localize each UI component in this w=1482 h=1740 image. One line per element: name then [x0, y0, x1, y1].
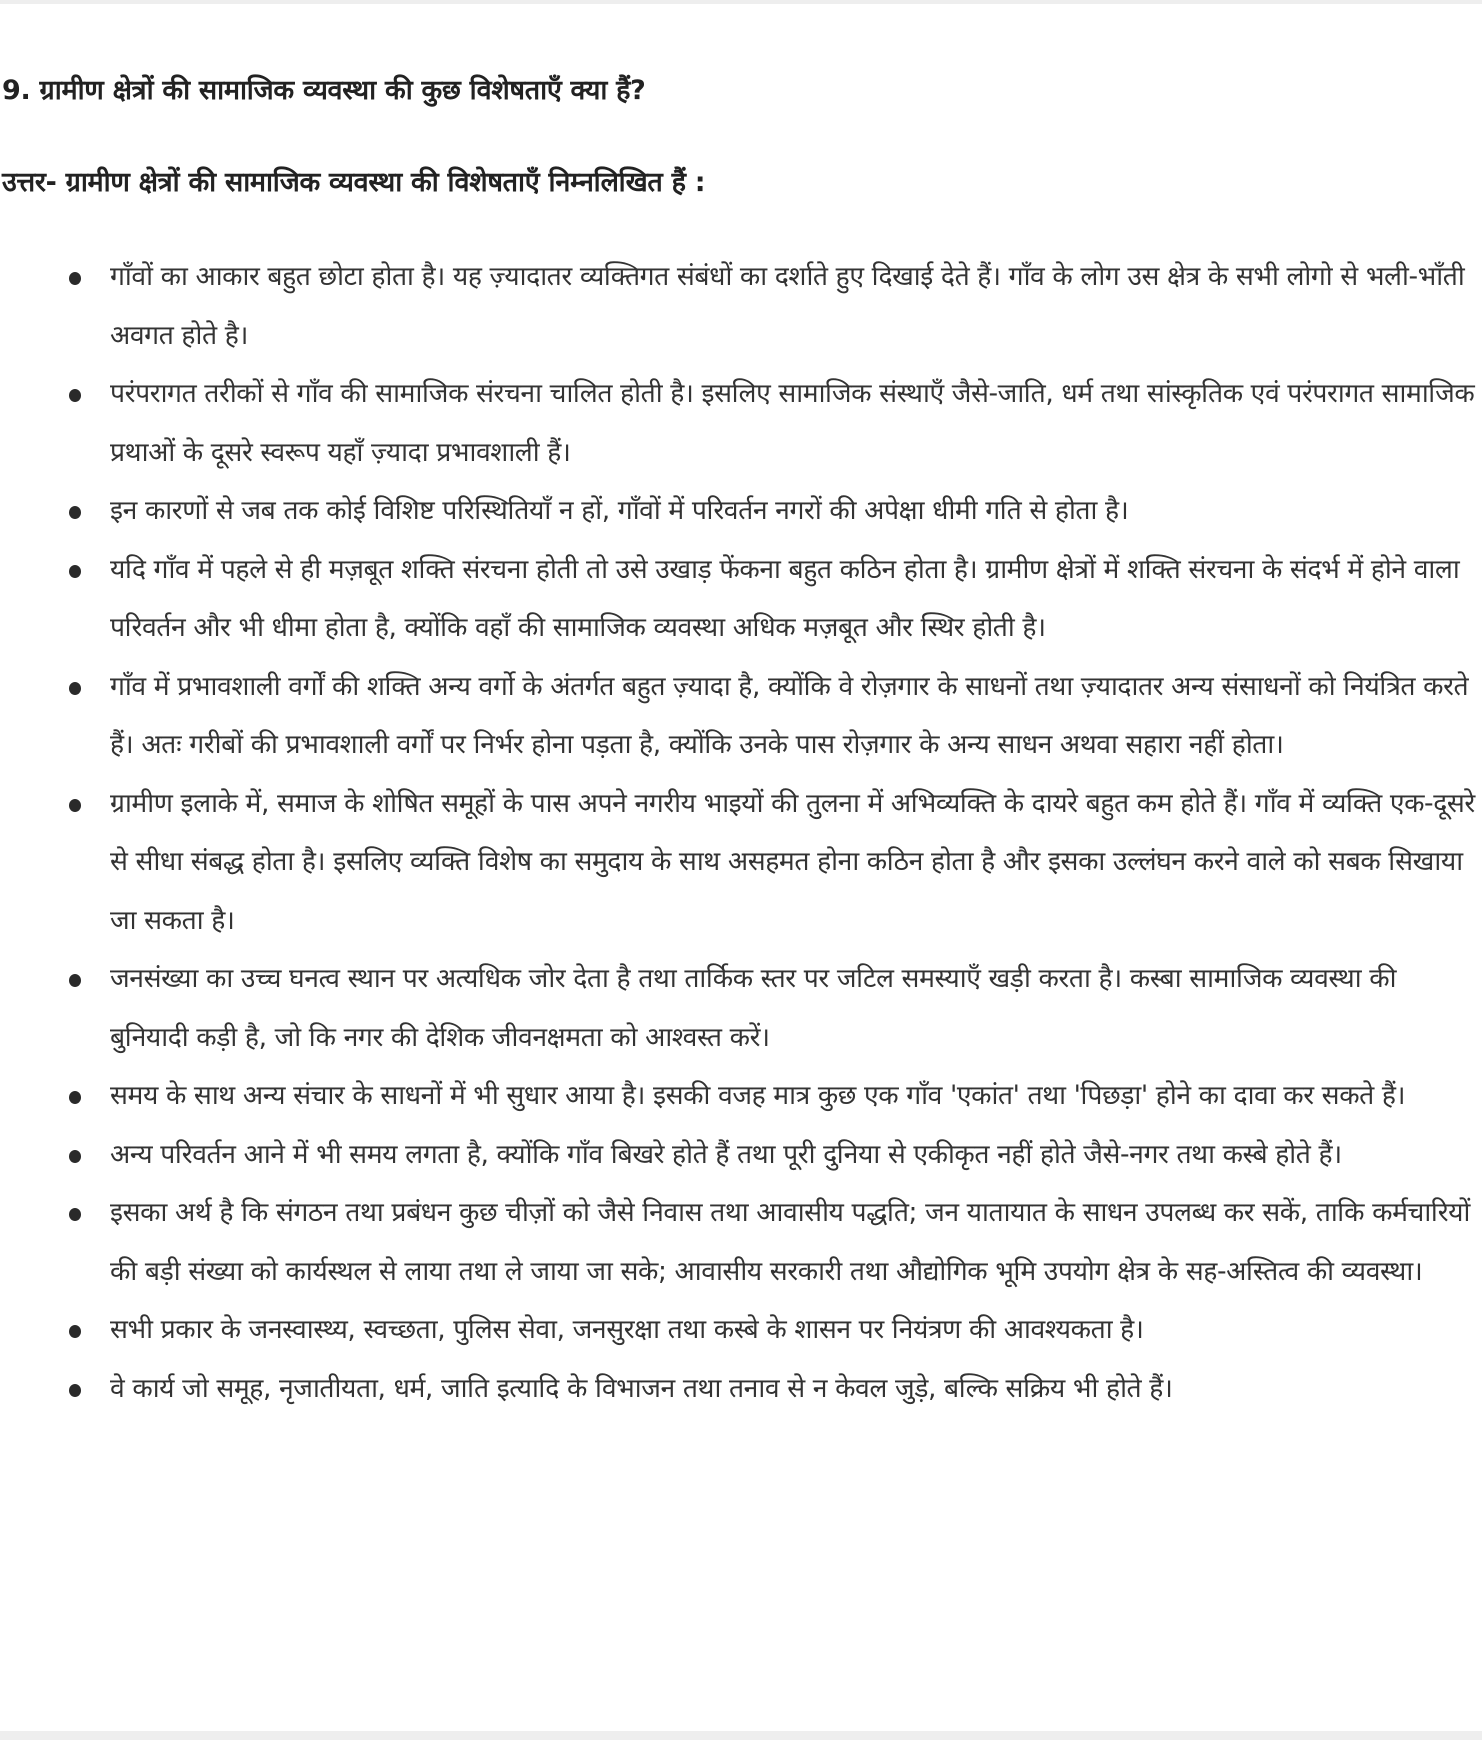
bullet-icon — [69, 272, 81, 285]
list-item — [0, 1126, 1482, 1185]
bullet-icon — [69, 1325, 81, 1338]
list-item — [0, 950, 1482, 1067]
bottom-border-band — [0, 1731, 1482, 1740]
bullet-icon — [69, 1150, 81, 1163]
point-text: सभी प्रकार के जनस्वास्थ्य, स्वच्छता, पुलिस सेवा, जनसुरक्षा तथा कस्बे के शासन पर नियंत्रण की आवश्यकता है। — [110, 1314, 1144, 1345]
list-item — [0, 1184, 1482, 1301]
bullet-icon — [69, 506, 81, 519]
point-text: इसका अर्थ है कि संगठन तथा प्रबंधन कुछ चीज़ों को जैसे निवास तथा आवासीय पद्धति; जन यातायात के साधन उपलब्ध कर सकें, ताकि कर्मचारियों की बड़ी संख्या को कार्यस्थल से लाया तथा ले जाया जा सके; आवासीय सरकारी तथा औद्योगिक भूमि उपयोग क्षेत्र के सह-अस्तित्व की व्यवस्था। — [110, 1197, 1470, 1287]
point-text: इन कारणों से जब तक कोई विशिष्ट परिस्थितियाँ न हों, गाँवों में परिवर्तन नगरों की अपेक्षा धीमी गति से होता है। — [110, 495, 1129, 526]
list-item — [0, 1360, 1482, 1419]
point-text: यदि गाँव में पहले से ही मज़बूत शक्ति संरचना होती तो उसे उखाड़ फेंकना बहुत कठिन होता है। ग्रामीण क्षेत्रों में शक्ति संरचना के संदर्भ में होने वाला परिवर्तन और भी धीमा होता है, क्योंकि वहाँ की सामाजिक व्यवस्था अधिक मज़बूत और स्थिर होती है। — [110, 553, 1460, 643]
bullet-icon — [69, 1091, 81, 1104]
bullet-icon — [69, 389, 81, 402]
point-text: समय के साथ अन्य संचार के साधनों में भी सुधार आया है। इसकी वजह मात्र कुछ एक गाँव 'एकांत' तथा 'पिछड़ा' होने का दावा कर सकते हैं। — [110, 1080, 1406, 1111]
list-item — [0, 1301, 1482, 1360]
point-text: जनसंख्या का उच्च घनत्व स्थान पर अत्यधिक जोर देता है तथा तार्किक स्तर पर जटिल समस्याएँ खड़ी करता है। कस्बा सामाजिक व्यवस्था की बुनियादी कड़ी है, जो कि नगर की देशिक जीवनक्षमता को आश्वस्त करें। — [110, 963, 1397, 1053]
bullet-icon — [69, 565, 81, 578]
answer-heading: उत्तर- ग्रामीण क्षेत्रों की सामाजिक व्यवस्था की विशेषताएँ निम्नलिखित हैं : — [2, 167, 706, 198]
bullet-icon — [69, 682, 81, 695]
point-text: परंपरागत तरीकों से गाँव की सामाजिक संरचना चालित होती है। इसलिए सामाजिक संस्थाएँ जैसे-जाति, धर्म तथा सांस्कृतिक एवं परंपरागत सामाजिक प्रथाओं के दूसरे स्वरूप यहाँ ज़्यादा प्रभावशाली हैं। — [110, 378, 1475, 468]
list-item — [0, 1067, 1482, 1126]
top-border-band — [0, 0, 1482, 4]
list-item — [0, 365, 1482, 482]
point-text: ग्रामीण इलाके में, समाज के शोषित समूहों के पास अपने नगरीय भाइयों की तुलना में अभिव्यक्ति के दायरे बहुत कम होते हैं। गाँव में व्यक्ति एक-दूसरे से सीधा संबद्ध होता है। इसलिए व्यक्ति विशेष का समुदाय के साथ असहमत होना कठिन होता है और इसका उल्लंघन करने वाले को सबक सिखाया जा सकता है। — [110, 787, 1475, 936]
question-heading: 9. ग्रामीण क्षेत्रों की सामाजिक व्यवस्था की कुछ विशेषताएँ क्या हैं? — [2, 75, 646, 106]
bullet-icon — [69, 1208, 81, 1221]
list-item — [0, 775, 1482, 951]
point-text: अन्य परिवर्तन आने में भी समय लगता है, क्योंकि गाँव बिखरे होते हैं तथा पूरी दुनिया से एकीकृत नहीं होते जैसे-नगर तथा कस्बे होते हैं। — [110, 1138, 1342, 1170]
point-text: गाँव में प्रभावशाली वर्गों की शक्ति अन्य वर्गो के अंतर्गत बहुत ज़्यादा है, क्योंकि वे रोज़गार के साधनों तथा ज़्यादातर अन्य संसाधनों को नियंत्रित करते हैं। अतः गरीबों की प्रभावशाली वर्गों पर निर्भर होना पड़ता है, क्योंकि उनके पास रोज़गार के अन्य साधन अथवा सहारा नहीं होता। — [110, 670, 1469, 760]
bullet-icon — [69, 1384, 81, 1397]
list-item — [0, 541, 1482, 658]
point-text: गाँवों का आकार बहुत छोटा होता है। यह ज़्यादातर व्यक्तिगत संबंधों का दर्शाते हुए दिखाई देते हैं। गाँव के लोग उस क्षेत्र के सभी लोगो से भली-भाँती अवगत होते है। — [110, 261, 1465, 351]
list-item — [0, 248, 1482, 365]
point-text: वे कार्य जो समूह, नृजातीयता, धर्म, जाति इत्यादि के विभाजन तथा तनाव से न केवल जुड़े, बल्कि सक्रिय भी होते हैं। — [110, 1372, 1173, 1404]
list-item — [0, 658, 1482, 775]
list-item — [0, 482, 1482, 541]
answer-points-list — [0, 248, 1482, 1418]
bullet-icon — [69, 974, 81, 987]
bullet-icon — [69, 799, 81, 812]
